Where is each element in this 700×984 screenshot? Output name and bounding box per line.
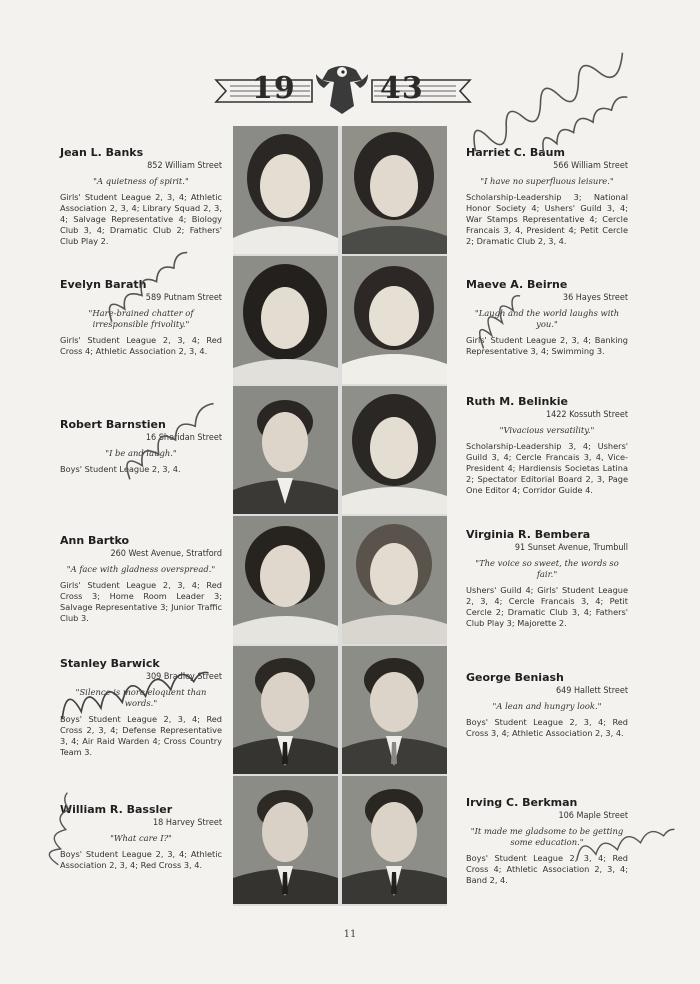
student-activities: Boys' Student League 2, 3, 4; Red Cross 2, 3, 4; Defense Representative 3, 4; Air Raid Warden 4; Cross Country Team 3. <box>60 714 222 757</box>
student-activities: Boys' Student League 2, 3, 4. <box>60 464 181 474</box>
student-activities: Boys' Student League 2, 3, 4; Red Cross 4; Athletic Association 2, 3, 4; Band 2, 4. <box>466 853 628 885</box>
student-quote: "I have no superfluous leisure." <box>480 176 614 186</box>
student-activities: Boys' Student League 2, 3, 4; Red Cross 3, 4; Athletic Association 2, 3, 4. <box>466 717 628 738</box>
student-activities: Girls' Student League 2, 3, 4; Red Cross 3; Home Room Leader 3; Salvage Representative 3; Junior Traffic Club 3. <box>60 580 222 623</box>
portrait-photo <box>342 256 447 384</box>
portrait-photo <box>342 386 447 514</box>
student-entry <box>466 796 628 886</box>
student-name: Ruth M. Belinkie <box>466 395 568 408</box>
student-quote: "Laugh and the world laughs with you." <box>474 308 620 329</box>
student-quote: "A lean and hungry look." <box>492 701 602 711</box>
student-address: 18 Harvey Street <box>153 818 222 828</box>
student-quote: "I be and laugh." <box>105 448 177 458</box>
student-entry <box>60 146 222 247</box>
portrait-photo <box>233 646 338 774</box>
page-number: 11 <box>343 929 357 940</box>
portrait-photo <box>342 516 447 644</box>
student-quote: "A face with gladness overspread." <box>66 564 216 574</box>
portrait-photo <box>233 126 338 254</box>
student-address: 106 Maple Street <box>558 811 628 821</box>
student-activities: Boys' Student League 2, 3, 4; Athletic Association 2, 3, 4; Red Cross 3, 4. <box>60 849 222 870</box>
student-entry <box>60 657 222 758</box>
student-name: Irving C. Berkman <box>466 796 578 809</box>
student-address: 16 Sheridan Street <box>145 433 222 443</box>
student-quote: "Vivacious versatility." <box>499 425 595 435</box>
student-name: Maeve A. Beirne <box>466 278 568 291</box>
student-entry <box>466 146 628 247</box>
student-address: 91 Sunset Avenue, Trumbull <box>514 543 628 553</box>
student-name: Virginia R. Bembera <box>466 528 591 541</box>
portrait-grid <box>233 126 447 906</box>
student-activities: Ushers' Guild 4; Girls' Student League 2, 3, 4; Cercle Francais 3, 4; Petit Cercle 2; Dramatic Club 3, 4; Fathers' Club Play 3; Majorette 2. <box>466 585 628 628</box>
portrait-photo <box>342 646 447 774</box>
student-quote: "It made me gladsome to be getting some education." <box>470 826 624 847</box>
student-address: 852 William Street <box>147 161 222 171</box>
student-entry <box>60 803 222 871</box>
portrait-photo <box>233 516 338 644</box>
student-address: 309 Bradley Street <box>145 672 222 682</box>
year-banner <box>212 60 474 116</box>
portrait-photo <box>233 256 338 384</box>
student-activities: Scholarship-Leadership 3, 4; Ushers' Guild 3, 4; Cercle Francais 3, 4, Vice-President 4; Hardiensis Societas Latina 2; Spectator Editorial Board 2, 3, Page One Editor 4; Corridor Guide 4. <box>466 441 628 495</box>
student-activities: Girls' Student League 2, 3, 4; Athletic Association 2, 3, 4; Library Squad 2, 3, 4; Salvage Representative 4; Biology Club 3, 4; Dramatic Club 2; Fathers' Club Play 2. <box>60 192 222 246</box>
student-name: Ann Bartko <box>60 534 130 547</box>
student-quote: "A quietness of spirit." <box>93 176 189 186</box>
student-name: Harriet C. Baum <box>466 146 565 159</box>
student-activities: Scholarship-Leadership 3; National Honor Society 4; Ushers' Guild 3, 4; War Stamps Representative 4; Cercle Francais 3, 4, President 4; Petit Cercle 2; Dramatic Club 2, 3, 4. <box>466 192 628 246</box>
eagle-icon <box>316 66 368 114</box>
student-name: William R. Bassler <box>60 803 173 816</box>
year-right-digits: 43 <box>380 71 424 106</box>
student-name: George Beniash <box>466 671 564 684</box>
student-address: 36 Hayes Street <box>562 293 628 303</box>
portrait-photo <box>233 386 338 514</box>
student-address: 260 West Avenue, Stratford <box>110 549 222 559</box>
student-address: 566 William Street <box>553 161 628 171</box>
student-name: Robert Barnstien <box>60 418 166 431</box>
student-entry <box>466 671 628 739</box>
student-activities: Girls' Student League 2, 3, 4; Red Cross 4; Athletic Association 2, 3, 4. <box>60 335 222 356</box>
student-entry <box>466 278 628 357</box>
student-address: 1422 Kossuth Street <box>545 410 628 420</box>
student-activities: Girls' Student League 2, 3, 4; Banking Representative 3, 4; Swimming 3. <box>466 335 628 356</box>
portrait-photo <box>342 126 447 254</box>
student-entry <box>60 418 222 475</box>
portrait-photo <box>233 776 338 904</box>
student-name: Evelyn Barath <box>60 278 147 291</box>
student-quote: "Hare-brained chatter of irresponsible frivolity." <box>88 308 194 329</box>
student-quote: "What care I?" <box>110 833 172 843</box>
student-entry <box>60 278 222 357</box>
student-entry <box>466 395 628 496</box>
student-quote: "The voice so sweet, the words so fair." <box>475 558 619 579</box>
student-quote: "Silence is more eloquent than words." <box>75 687 207 708</box>
student-name: Stanley Barwick <box>60 657 160 670</box>
student-address: 589 Putnam Street <box>145 293 222 303</box>
year-left-digits: 19 <box>252 71 296 106</box>
student-entry <box>60 534 222 624</box>
student-address: 649 Hallett Street <box>555 686 628 696</box>
student-name: Jean L. Banks <box>60 146 144 159</box>
portrait-photo <box>342 776 447 904</box>
student-entry <box>466 528 628 629</box>
